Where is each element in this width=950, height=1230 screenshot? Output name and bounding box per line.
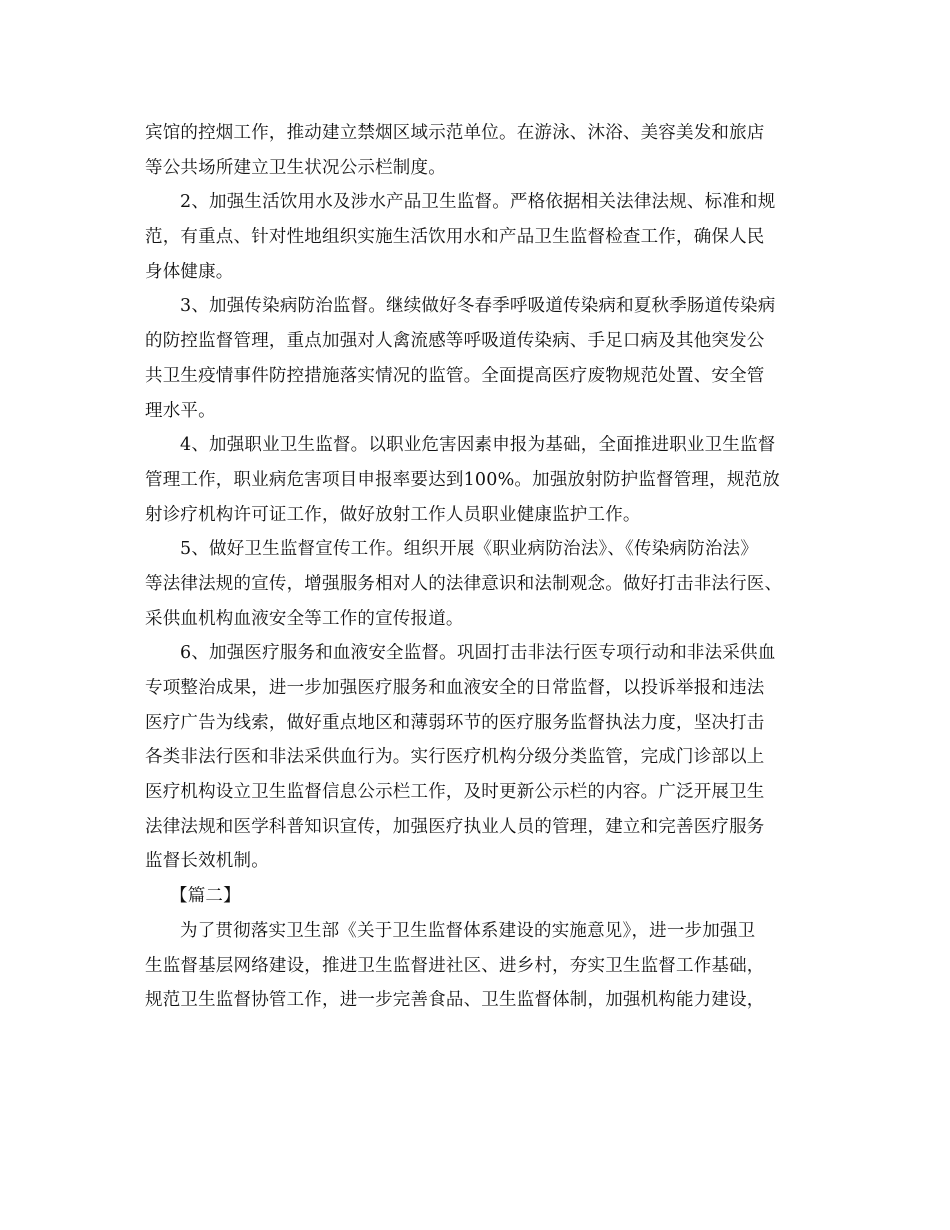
paragraph-start-line: 为了贯彻落实卫生部《关于卫生监督体系建设的实施意见》，进一步加强卫 [180,920,756,941]
text-line: 理水平。 [145,400,216,421]
text-line: 等公共场所建立卫生状况公示栏制度。 [145,157,446,178]
text-line: 采供血机构血液安全等工作的宣传报道。 [145,608,464,629]
section-heading: 【篇二】 [170,886,241,907]
text-line: 身体健康。 [145,261,234,282]
paragraph-start-line: 5、做好卫生监督宣传工作。组织开展《职业病防治法》、《传染病防治法》 [180,539,758,560]
text-line: 管理工作，职业病危害项目申报率要达到100%。加强放射防护监督管理，规范放 [145,469,780,490]
text-line: 监督长效机制。 [145,851,269,872]
text-line: 法律法规和医学科普知识宣传，加强医疗执业人员的管理，建立和完善医疗服务 [145,816,765,837]
paragraph-start-line: 3、加强传染病防治监督。继续做好冬春季呼吸道传染病和夏秋季肠道传染病 [180,296,776,317]
paragraph-start-line: 2、加强生活饮用水及涉水产品卫生监督。严格依据相关法律法规、标准和规 [180,192,776,213]
text-line: 医疗机构设立卫生监督信息公示栏工作，及时更新公示栏的内容。广泛开展卫生 [145,782,765,803]
paragraph-start-line: 6、加强医疗服务和血液安全监督。巩固打击非法行医专项行动和非法采供血 [180,643,776,664]
text-line: 的防控监督管理，重点加强对人禽流感等呼吸道传染病、手足口病及其他突发公 [145,331,765,352]
text-line: 射诊疗机构许可证工作，做好放射工作人员职业健康监护工作。 [145,504,641,525]
text-line: 生监督基层网络建设，推进卫生监督进社区、进乡村，夯实卫生监督工作基础， [145,955,765,976]
text-line: 等法律法规的宣传，增强服务相对人的法律意识和法制观念。做好打击非法行医、 [145,573,783,594]
text-line: 共卫生疫情事件防控措施落实情况的监管。全面提高医疗废物规范处置、安全管 [145,365,765,386]
text-line: 各类非法行医和非法采供血行为。实行医疗机构分级分类监管，完成门诊部以上 [145,747,765,768]
text-line: 规范卫生监督协管工作，进一步完善食品、卫生监督体制，加强机构能力建设， [145,990,765,1011]
text-line: 范，有重点、针对性地组织实施生活饮用水和产品卫生监督检查工作，确保人民 [145,227,765,248]
paragraph-start-line: 4、加强职业卫生监督。以职业危害因素申报为基础，全面推进职业卫生监督 [180,435,776,456]
text-line: 宾馆的控烟工作，推动建立禁烟区域示范单位。在游泳、沐浴、美容美发和旅店 [145,123,765,143]
document-body [145,116,810,1018]
text-line: 专项整治成果，进一步加强医疗服务和血液安全的日常监督，以投诉举报和违法 [145,678,765,698]
text-line: 医疗广告为线索，做好重点地区和薄弱环节的医疗服务监督执法力度，坚决打击 [145,712,765,733]
